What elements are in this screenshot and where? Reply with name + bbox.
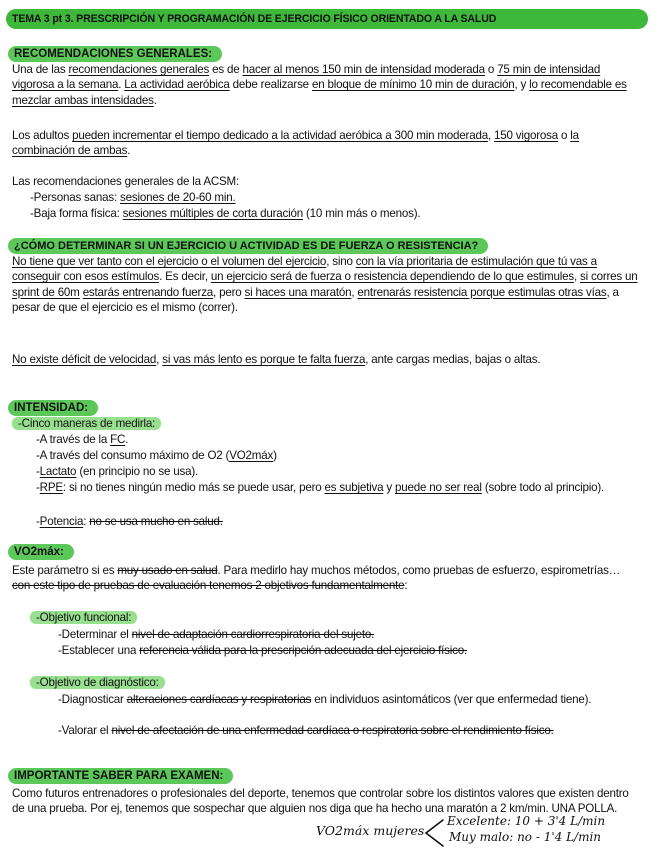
section-heading-examen: IMPORTANTE SABER PARA EXAMEN:: [8, 768, 233, 784]
recommendations-paragraph: Una de las recomendaciones generales es de hacer al menos 150 min de intensidad moderada o 75 min de intensidad vigorosa a la semana. La actividad aeróbica debe realizarse en bloque de mínimo 10 min de duración, y lo recomendable es mezclar ambas intensidades.: [12, 63, 627, 107]
intensity-subheading: -Cinco maneras de medirla:: [12, 416, 161, 431]
acsm-item-low-fitness: -Baja forma física: sesiones múltiples de corta duración (10 min más o menos).: [30, 207, 421, 220]
exam-paragraph: Como futuros entrenadores o profesionales del deporte, tenemos que controlar sobre los distintos valores que existen dentro de una prueba. Por ej, tenemos que sospechar que alguien nos diga que ha hecho una maratón a 2 km/min. UNA POLLA.: [12, 787, 629, 816]
intensity-item-rpe: -RPE: si no tienes ningún medio más se puede usar, pero es subjetiva y puede no ser real (sobre todo al principio).: [36, 481, 605, 494]
objective-functional-item-1: -Determinar el nivel de adaptación cardiorrespiratoria del sujeto.: [58, 628, 375, 641]
acsm-intro: Las recomendaciones generales de la ACSM:: [12, 175, 240, 188]
objective-functional-heading: -Objetivo funcional:: [30, 610, 137, 625]
angle-bracket-icon: [423, 818, 445, 848]
page-title: TEMA 3 pt 3. PRESCRIPCIÓN Y PROGRAMACIÓN DE EJERCICIO FÍSICO ORIENTADO A LA SALUD: [6, 9, 648, 29]
handwritten-vo2-women: VO2máx mujeres: [316, 823, 425, 838]
handwritten-very-poor: Muy malo: no - 1'4 L/min: [449, 830, 602, 844]
intensity-item-power: -Potencia: no se usa mucho en salud.: [36, 515, 223, 528]
objective-diagnostic-item-2: -Valorar el nivel de afectación de una enfermedad cardíaca o respiratoria sobre el rendimiento físico.: [58, 724, 554, 737]
objective-diagnostic-item-1: -Diagnosticar alteraciones cardíacas y respiratorias en individuos asintomáticos (ver que enfermedad tiene).: [58, 693, 592, 706]
velocity-paragraph: No existe déficit de velocidad, si vas más lento es porque te falta fuerza, ante cargas medias, bajas o altas.: [12, 353, 541, 366]
objective-functional-item-2: -Establecer una referencia válida para la prescripción adecuada del ejercicio físico.: [58, 644, 467, 657]
adults-paragraph: Los adultos pueden incrementar el tiempo dedicado a la actividad aeróbica a 300 min moderada, 150 vigorosa o la combinación de ambas.: [12, 129, 579, 158]
section-heading-vo2max: VO2máx:: [8, 544, 74, 560]
strength-paragraph: No tiene que ver tanto con el ejercicio o el volumen del ejercicio, sino con la vía prioritaria de estimulación que tú vas a conseguir con esos estímulos. Es decir, un ejercicio será de fuerza o resistencia dependiendo de lo que estimules, si corres un sprint de 60m estarás entrenando fuerza, pero si haces una maratón, entrenarás resistencia porque estimulas otras vías, a pesar de que el ejercicio es el mismo (correr).: [12, 255, 638, 314]
acsm-item-healthy: -Personas sanas: sesiones de 20-60 min.: [30, 191, 236, 204]
intensity-item-vo2: -A través del consumo máximo de O2 (VO2máx): [36, 449, 277, 462]
section-heading-recomendaciones: RECOMENDACIONES GENERALES:: [8, 46, 222, 62]
section-heading-fuerza: ¿CÓMO DETERMINAR SI UN EJERCICIO U ACTIVIDAD ES DE FUERZA O RESISTENCIA?: [8, 238, 488, 254]
handwritten-excellent: Excelente: 10 + 3'4 L/min: [447, 814, 606, 828]
intensity-item-fc: -A través de la FC.: [36, 433, 129, 446]
objective-diagnostic-heading: -Objetivo de diagnóstico:: [30, 675, 165, 690]
intensity-item-lactate: -Lactato (en principio no se usa).: [36, 465, 199, 478]
vo2max-paragraph: Este parámetro si es muy usado en salud. Para medirlo hay muchos métodos, como pruebas de esfuerzo, espirometrías… con este tipo de pruebas de evaluación tenemos 2 objetivos fundamentalmente:: [12, 564, 621, 593]
section-heading-intensidad: INTENSIDAD:: [8, 400, 98, 416]
